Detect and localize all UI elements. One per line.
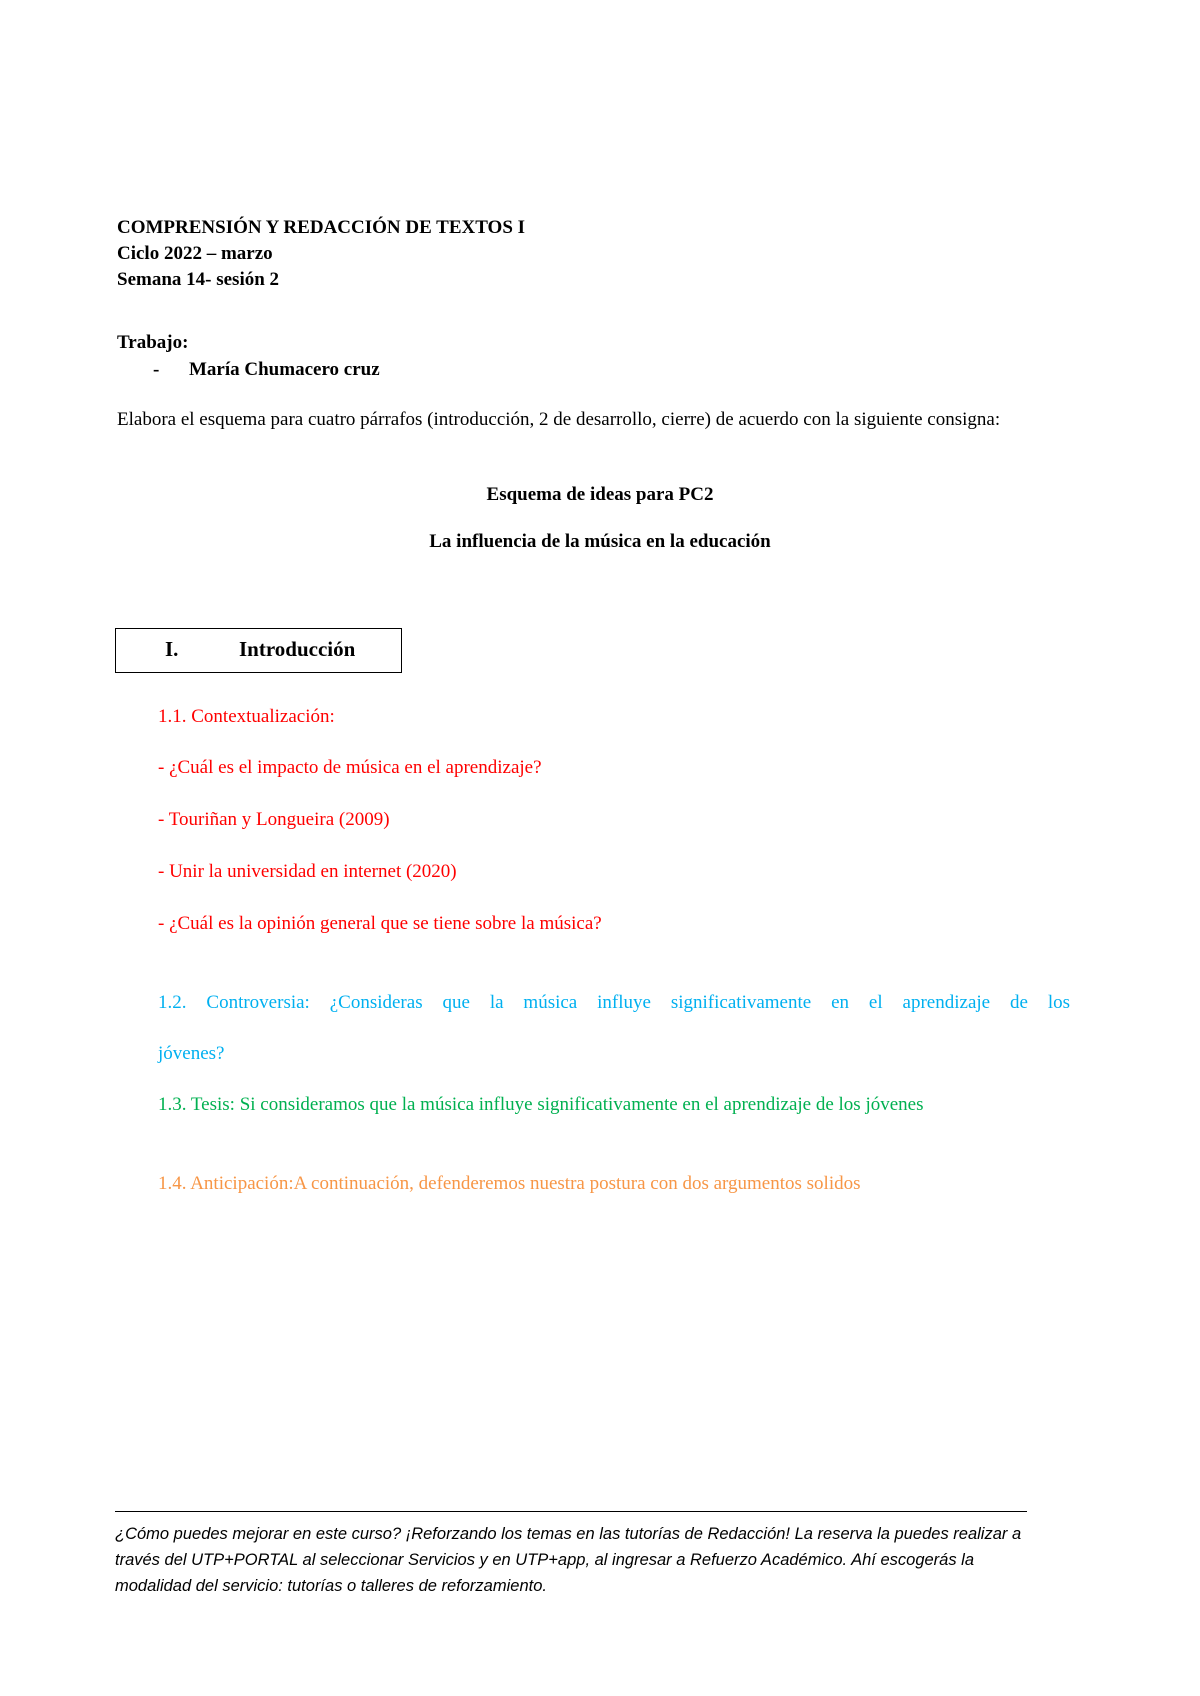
author-bullet: -	[153, 359, 160, 380]
thesis-text: 1.3. Tesis: Si consideramos que la música influye significativamente en el aprendizaje de los jóvenes	[158, 1094, 924, 1115]
list-item: - ¿Cuál es el impacto de música en el aprendizaje?	[158, 757, 542, 778]
footer-note: ¿Cómo puedes mejorar en este curso? ¡Reforzando los temas en las tutorías de Redacción! La reserva la puedes realizar a través del UTP+PORTAL al seleccionar Servicios y en UTP+app, al ingresar a Refuerzo Académico. Ahí escogerás la modalidad del servicio: tutorías o talleres de reforzamiento.	[115, 1525, 1022, 1595]
list-item: - ¿Cuál es la opinión general que se tiene sobre la música?	[158, 913, 602, 934]
section-heading-box	[115, 628, 402, 673]
footer-divider	[115, 1511, 1027, 1512]
cycle-label: Ciclo 2022 – marzo	[117, 243, 273, 264]
anticipation-text: 1.4. Anticipación:A continuación, defenderemos nuestra postura con dos argumentos solidos	[158, 1173, 861, 1194]
contextualization-heading: 1.1. Contextualización:	[158, 706, 335, 727]
section-title: Introducción	[239, 637, 356, 661]
course-title: COMPRENSIÓN Y REDACCIÓN DE TEXTOS I	[117, 217, 526, 238]
scheme-title: Esquema de ideas para PC2	[486, 484, 714, 505]
author-name: María Chumacero cruz	[189, 359, 380, 380]
scheme-subtitle: La influencia de la música en la educación	[429, 531, 771, 552]
controversy-line-2: jóvenes?	[158, 1043, 225, 1064]
list-item: - Unir la universidad en internet (2020)	[158, 861, 457, 882]
week-label: Semana 14- sesión 2	[117, 269, 280, 290]
instruction-text: Elabora el esquema para cuatro párrafos (introducción, 2 de desarrollo, cierre) de acuerdo con la siguiente consigna:	[117, 409, 1001, 430]
list-item: - Touriñan y Longueira (2009)	[158, 809, 390, 830]
controversy-line-1: 1.2. Controversia: ¿Consideras que la música influye significativamente en el aprendizaje de los	[158, 992, 1070, 1013]
section-number: I.	[165, 637, 179, 661]
work-label: Trabajo:	[117, 332, 189, 353]
